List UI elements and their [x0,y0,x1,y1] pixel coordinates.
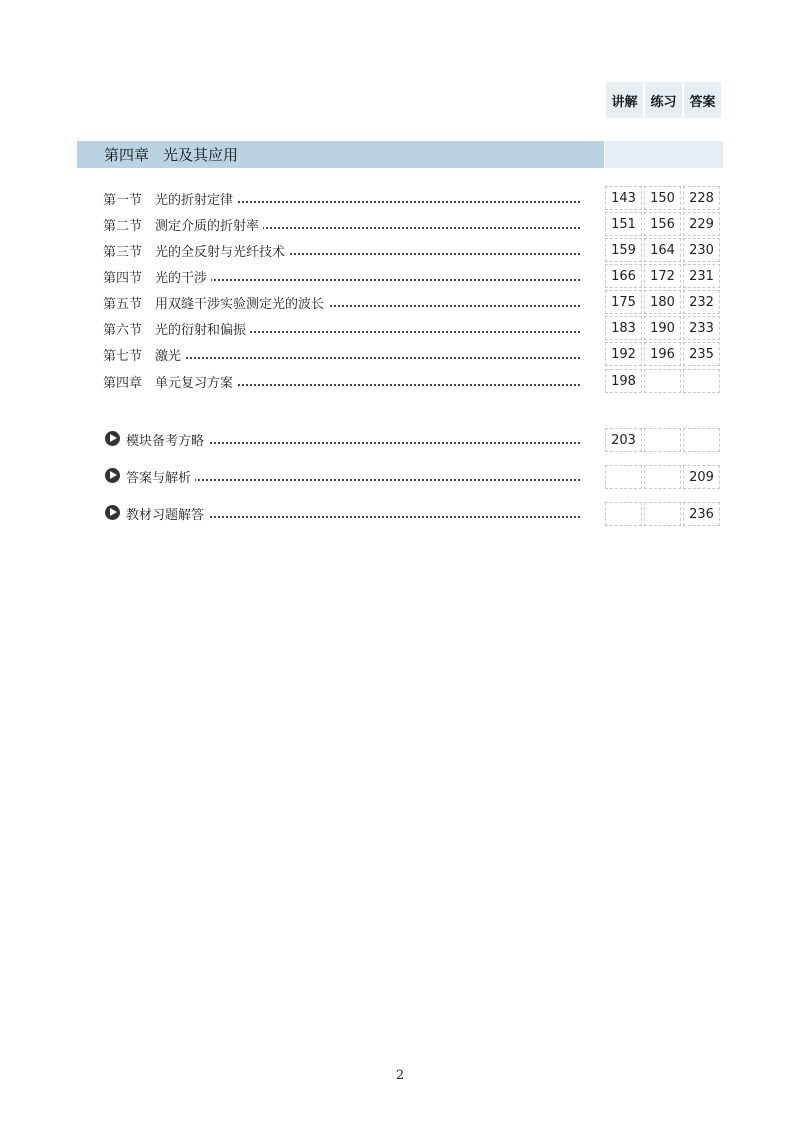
page-cell-lecture: 198 [605,369,642,393]
toc-row[interactable] [0,341,800,367]
section-title: 激光 [155,345,185,364]
page-cell-practice: 150 [644,186,681,210]
page-cell-answers: 231 [683,264,720,288]
page-cell-lecture: 151 [605,212,642,236]
chapter-heading [77,141,604,168]
column-header-answers: 答案 [684,82,721,118]
chapter-title: 光及其应用 [163,146,239,164]
page-cell-answers: 230 [683,238,720,262]
page-cell-lecture: 183 [605,316,642,340]
page-cell-practice [644,428,681,452]
page-cell-answers: 236 [683,502,720,526]
toc-row[interactable] [0,315,800,341]
arrow-circle-icon [105,431,120,446]
page-number: 2 [395,1068,405,1083]
section-label: 第七节 [103,349,143,364]
toc-row[interactable] [0,368,800,394]
page-cell-answers [683,428,720,452]
page-cell-answers [683,369,720,393]
page-cell-practice [644,369,681,393]
page-cell-practice: 172 [644,264,681,288]
page-cell-answers: 229 [683,212,720,236]
column-header-lecture: 讲解 [606,82,643,118]
section-label: 第一节 [103,193,143,208]
page-cell-lecture: 175 [605,290,642,314]
toc-row[interactable] [0,289,800,315]
page-cell-lecture: 143 [605,186,642,210]
page-cell-practice [644,502,681,526]
arrow-circle-icon [105,505,120,520]
section-label: 第四章 [103,376,143,391]
page-cell-practice: 190 [644,316,681,340]
chapter-heading-page-columns [605,141,723,168]
toc-row[interactable] [0,211,800,237]
leader-dots [155,279,580,281]
page-cell-answers: 228 [683,186,720,210]
page-cell-answers: 209 [683,465,720,489]
section-label: 第六节 [103,323,143,338]
section-title: 测定介质的折射率 [155,215,263,234]
section-title: 光的折射定律 [155,189,237,208]
arrow-circle-icon [105,468,120,483]
module-title: 答案与解析 [126,467,195,486]
section-label: 第二节 [103,219,143,234]
page-cell-lecture [605,502,642,526]
page-cell-lecture [605,465,642,489]
toc-row[interactable] [0,237,800,263]
page-cell-lecture: 159 [605,238,642,262]
module-row[interactable] [0,500,800,526]
page-cell-practice: 180 [644,290,681,314]
page-cell-answers: 235 [683,342,720,366]
section-title: 光的衍射和偏振 [155,319,250,338]
toc-row[interactable] [0,185,800,211]
section-title: 光的全反射与光纤技术 [155,241,289,260]
page-cell-lecture: 203 [605,428,642,452]
column-header-practice: 练习 [645,82,682,118]
module-row[interactable] [0,426,800,452]
section-label: 第五节 [103,297,143,312]
page-cell-practice [644,465,681,489]
page-cell-practice: 156 [644,212,681,236]
page-cell-lecture: 166 [605,264,642,288]
section-title: 单元复习方案 [155,372,237,391]
section-label: 第三节 [103,245,143,260]
module-row[interactable] [0,463,800,489]
page-cell-answers: 233 [683,316,720,340]
page-cell-answers: 232 [683,290,720,314]
module-title: 模块备考方略 [126,430,208,449]
section-label: 第四节 [103,271,143,286]
page-cell-practice: 164 [644,238,681,262]
chapter-number: 第四章 [104,146,150,164]
leader-dots [155,357,580,359]
page-cell-practice: 196 [644,342,681,366]
section-title: 用双缝干涉实验测定光的波长 [155,293,328,312]
page-cell-lecture: 192 [605,342,642,366]
section-title: 光的干涉 [155,267,211,286]
toc-row[interactable] [0,263,800,289]
module-title: 教材习题解答 [126,504,208,523]
